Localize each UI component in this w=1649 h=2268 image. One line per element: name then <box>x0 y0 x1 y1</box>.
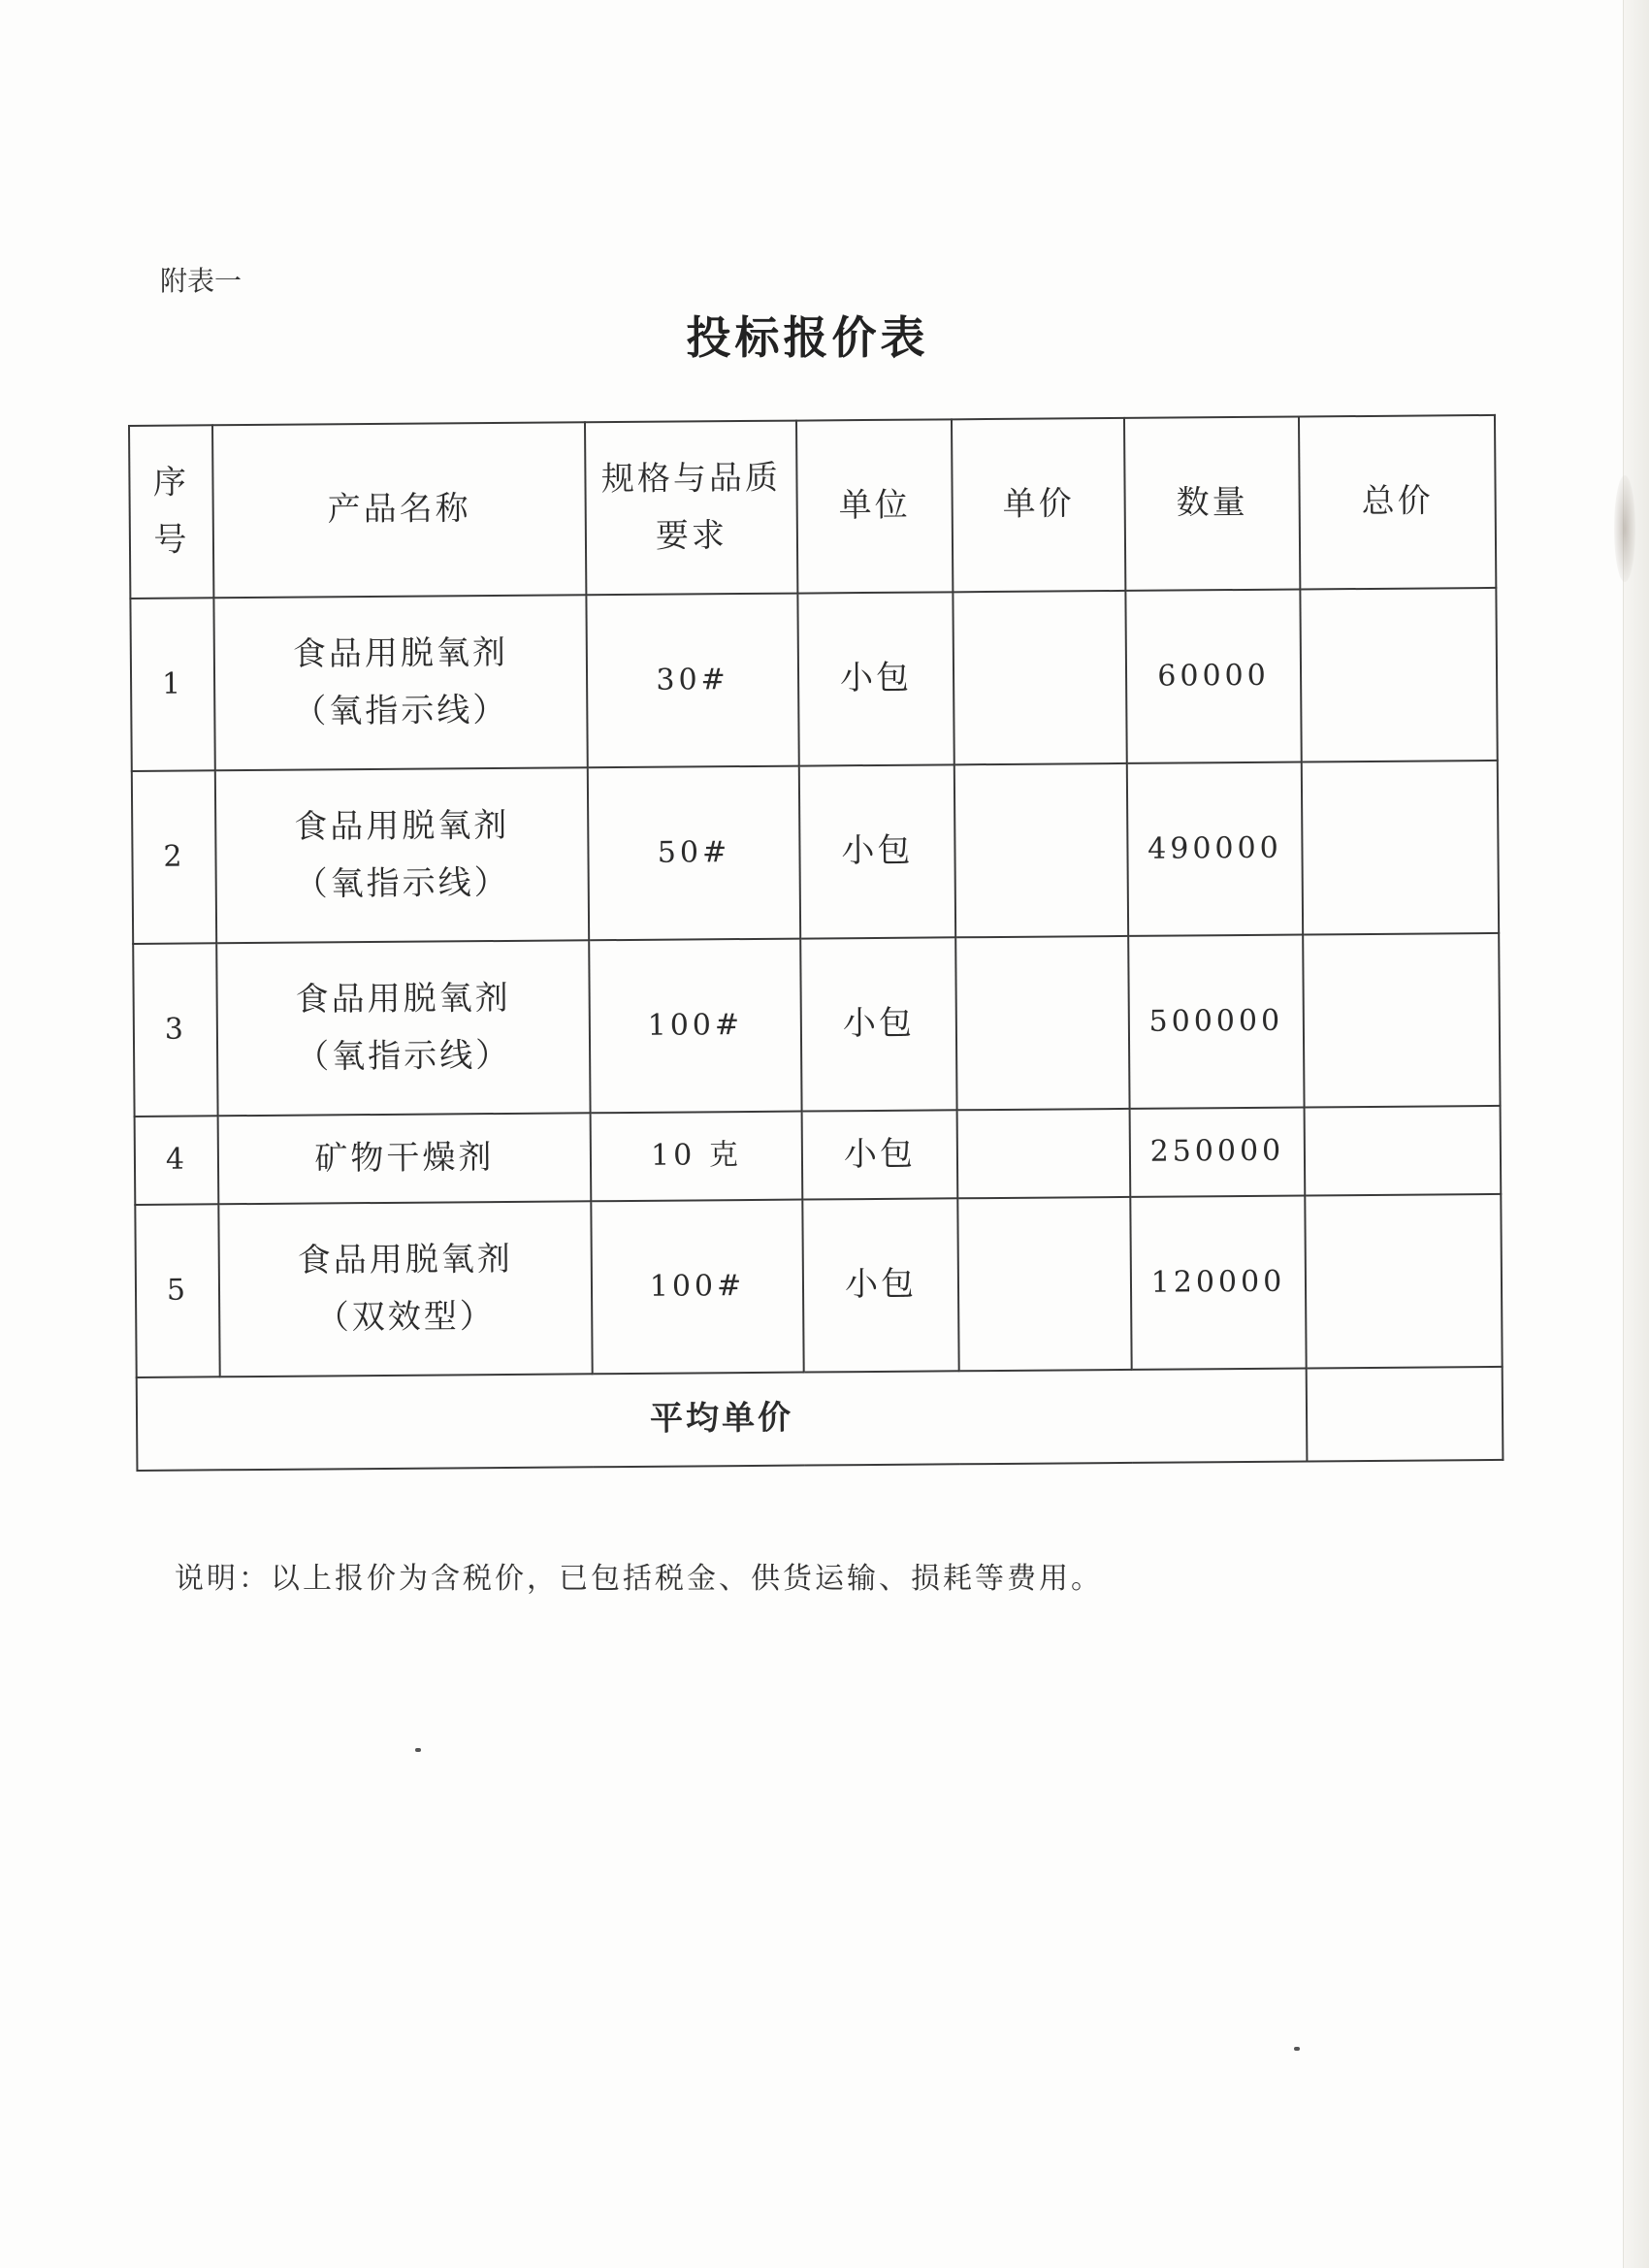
cell-name <box>216 940 590 1116</box>
header-seq: 序号 <box>129 425 213 599</box>
page-edge-shadow <box>1623 0 1649 2268</box>
cell-total <box>1300 588 1497 762</box>
cell-spec: 100# <box>589 939 801 1114</box>
header-name: 产品名称 <box>212 422 586 598</box>
header-unit: 单位 <box>796 419 953 593</box>
header-spec-line2: 要求 <box>655 516 728 556</box>
table-row <box>133 933 1500 1117</box>
header-spec <box>585 421 797 596</box>
table-header-row <box>129 415 1496 599</box>
average-label: 平均单价 <box>137 1368 1308 1470</box>
cell-name-line2: （氧指示线） <box>295 1035 512 1077</box>
cell-unit: 小包 <box>802 1110 958 1199</box>
cell-seq: 2 <box>132 770 216 944</box>
cell-unit-price <box>955 936 1129 1110</box>
cell-seq: 5 <box>135 1204 219 1377</box>
annex-label: 附表一 <box>160 265 242 297</box>
header-spec-line1: 规格与品质 <box>600 458 782 499</box>
footnote: 说明：以上报价为含税价，已包括税金、供货运输、损耗等费用。 <box>175 1562 1103 1596</box>
cell-name-line1: 矿物干燥剂 <box>314 1137 495 1179</box>
cell-total <box>1302 761 1499 935</box>
header-quantity: 数量 <box>1124 417 1300 591</box>
cell-spec: 10 克 <box>591 1112 803 1202</box>
cell-name-line2: （氧指示线） <box>293 690 509 731</box>
quote-table <box>128 414 1504 1472</box>
speck-mark <box>1294 2047 1300 2051</box>
cell-unit: 小包 <box>799 764 955 938</box>
cell-spec: 30# <box>586 594 798 768</box>
cell-name-line2: （氧指示线） <box>294 862 510 904</box>
table-row <box>132 761 1499 944</box>
cell-seq: 4 <box>135 1116 219 1205</box>
cell-unit: 小包 <box>797 592 954 765</box>
quote-table-container <box>128 414 1502 1472</box>
cell-quantity: 500000 <box>1128 935 1304 1109</box>
speck-mark <box>415 1748 421 1752</box>
cell-spec: 100# <box>591 1200 803 1375</box>
cell-quantity: 60000 <box>1125 590 1301 763</box>
cell-name <box>215 767 589 943</box>
cell-unit-price <box>957 1109 1131 1198</box>
cell-unit-price <box>957 1197 1131 1371</box>
cell-unit: 小包 <box>802 1198 958 1372</box>
cell-seq: 1 <box>130 598 214 771</box>
cell-total <box>1305 1194 1502 1369</box>
average-value <box>1307 1367 1504 1462</box>
cell-name-line1: 食品用脱氧剂 <box>294 805 510 847</box>
cell-quantity: 490000 <box>1127 762 1303 936</box>
cell-seq: 3 <box>133 943 217 1117</box>
cell-name-line1: 食品用脱氧剂 <box>295 978 511 1020</box>
cell-unit-price <box>953 591 1126 764</box>
table-row <box>135 1194 1502 1377</box>
cell-name-line1: 食品用脱氧剂 <box>297 1239 513 1280</box>
cell-total <box>1305 1106 1502 1196</box>
cell-spec: 50# <box>588 766 800 941</box>
cell-name <box>218 1201 592 1377</box>
cell-name-line2: （双效型） <box>315 1297 496 1338</box>
header-total: 总价 <box>1299 415 1496 590</box>
cell-name <box>213 595 587 770</box>
cell-unit: 小包 <box>800 937 956 1111</box>
table-row <box>135 1106 1502 1205</box>
header-unit-price: 单价 <box>952 418 1125 592</box>
cell-name <box>218 1113 592 1204</box>
cell-total <box>1303 933 1500 1108</box>
cell-name-line1: 食品用脱氧剂 <box>292 632 509 674</box>
table-row <box>130 588 1497 771</box>
cell-unit-price <box>954 763 1128 937</box>
paper-stain <box>1614 475 1635 582</box>
average-row <box>137 1367 1504 1471</box>
document-title: 投标报价表 <box>686 311 929 364</box>
cell-quantity: 250000 <box>1130 1107 1306 1196</box>
cell-quantity: 120000 <box>1130 1195 1306 1369</box>
